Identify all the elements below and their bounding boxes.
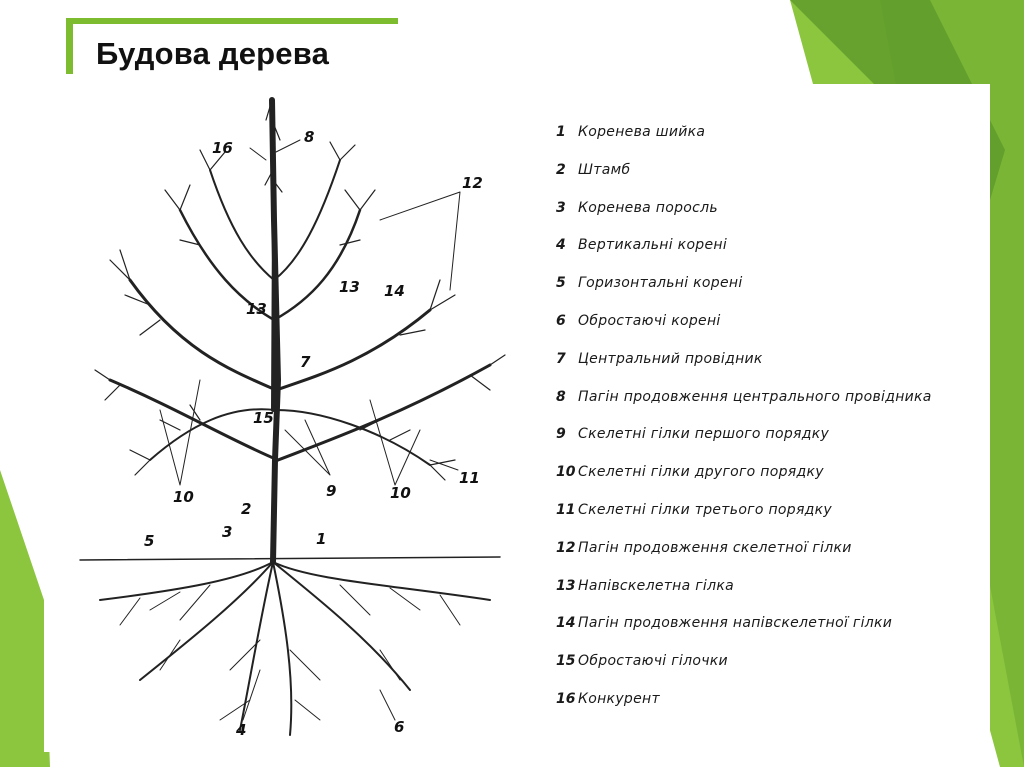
legend-num: 1 (556, 124, 566, 140)
legend-num: 13 (556, 577, 576, 594)
legend-num: 16 (556, 690, 576, 707)
ground-line (80, 557, 500, 560)
branch (276, 310, 430, 390)
legend-item (556, 502, 986, 540)
label-9: 9 (326, 482, 337, 500)
label-5: 5 (144, 532, 155, 550)
label-11: 11 (459, 469, 480, 487)
legend-num: 4 (556, 237, 566, 254)
label-13a: 13 (246, 300, 267, 318)
title-accent-bar-left (66, 18, 73, 74)
legend-text: Конкурент (578, 690, 660, 707)
legend-num: 3 (556, 199, 566, 216)
legend-text: Коренева поросль (578, 199, 718, 216)
leader-16 (250, 148, 266, 160)
leader-8 (276, 140, 300, 152)
legend-text: Вертикальні корені (578, 237, 728, 254)
legend-item (556, 578, 986, 616)
legend-text: Штамб (578, 161, 631, 178)
legend-num: 11 (556, 501, 576, 518)
branch (274, 160, 340, 280)
root (100, 562, 273, 600)
label-7: 7 (300, 353, 311, 371)
legend-text: Пагін продовження скелетної гілки (578, 539, 852, 556)
legend-text: Скелетні гілки першого порядку (578, 426, 830, 443)
legend-text: Обростаючі гілочки (578, 653, 728, 670)
legend-num: 8 (556, 388, 566, 405)
label-10a: 10 (173, 488, 194, 506)
leader-12 (380, 192, 460, 290)
root (273, 562, 291, 735)
label-1: 1 (316, 530, 327, 548)
legend-item (556, 426, 986, 464)
legend-text: Горизонтальні корені (578, 275, 743, 292)
label-15: 15 (253, 409, 274, 427)
legend-num: 12 (556, 539, 576, 556)
label-3: 3 (222, 523, 233, 541)
legend-text: Коренева шийка (578, 124, 706, 140)
label-8: 8 (304, 128, 315, 146)
legend-text: Пагін продовження центрального провідника (578, 388, 932, 405)
title-accent-bar-top (66, 18, 398, 24)
root (273, 562, 490, 600)
legend-item (556, 653, 986, 691)
legend-item (556, 464, 986, 502)
legend-text: Пагін продовження напівскелетної гілки (578, 615, 893, 632)
label-14: 14 (384, 282, 405, 300)
label-13b: 13 (339, 278, 360, 296)
branch (210, 170, 274, 280)
legend-num: 2 (556, 161, 566, 178)
legend-item (556, 351, 986, 389)
legend-item (556, 540, 986, 578)
leader-6 (380, 690, 395, 720)
legend-num: 7 (556, 350, 566, 367)
label-4: 4 (236, 721, 247, 739)
root (240, 562, 273, 730)
legend-text: Напівскелетна гілка (578, 577, 734, 594)
label-12: 12 (462, 174, 483, 192)
legend-num: 10 (556, 464, 576, 481)
legend-item (556, 313, 986, 351)
legend (556, 124, 986, 729)
label-6: 6 (394, 718, 405, 736)
leader-4 (243, 670, 260, 720)
legend-item (556, 200, 986, 238)
legend-item (556, 237, 986, 275)
legend-item (556, 615, 986, 653)
legend-item (556, 162, 986, 200)
legend-item (556, 389, 986, 427)
deco-shape-left (0, 470, 50, 767)
label-2: 2 (241, 500, 252, 518)
legend-item (556, 275, 986, 313)
legend-item (556, 124, 986, 162)
tree-diagram (60, 80, 520, 750)
legend-num: 15 (556, 653, 576, 670)
legend-text: Обростаючі корені (578, 312, 721, 329)
branch (276, 410, 430, 465)
root (273, 562, 410, 690)
legend-num: 6 (556, 312, 566, 329)
leader-10a (160, 380, 200, 485)
branch (274, 210, 360, 320)
legend-text: Скелетні гілки третього порядку (578, 501, 832, 518)
legend-item (556, 691, 986, 729)
label-10b: 10 (390, 484, 411, 502)
legend-text: Скелетні гілки другого порядку (578, 464, 824, 481)
legend-num: 5 (556, 275, 566, 292)
legend-text: Центральний провідник (578, 350, 763, 367)
slide-title: Будова дерева (96, 36, 330, 71)
legend-num: 14 (556, 615, 576, 632)
branch (130, 280, 276, 390)
legend-num: 9 (556, 426, 566, 443)
label-16: 16 (212, 139, 233, 157)
